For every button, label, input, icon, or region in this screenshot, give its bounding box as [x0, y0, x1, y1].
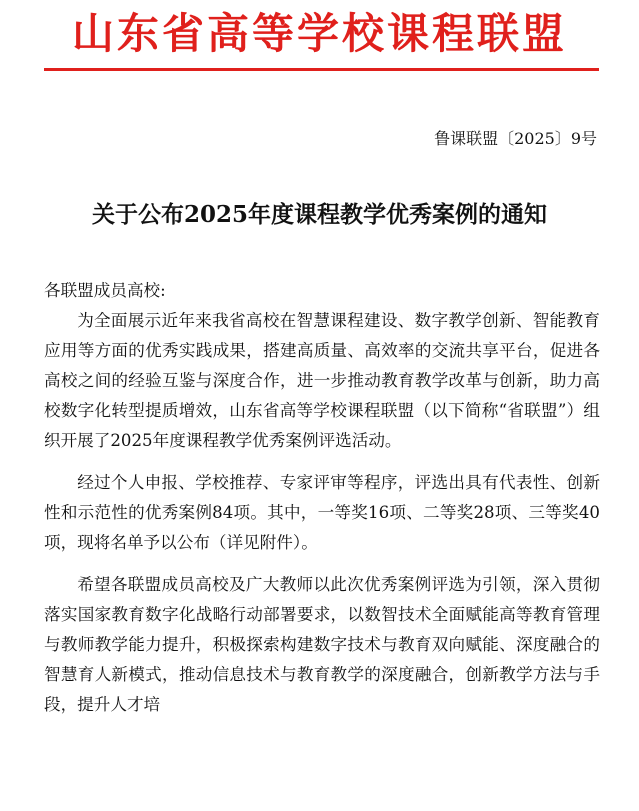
- document-body: [44, 276, 600, 732]
- salutation: 各联盟成员高校:: [44, 281, 166, 300]
- paragraph-3: 希望各联盟成员高校及广大教师以此次优秀案例评选为引领，深入贯彻落实国家教育数字化战略行动部署要求，以数智技术全面赋能高等教育管理与教师教学能力提升，积极探索构建数字技术与教育双向赋能、深度融合的智慧育人新模式，推动信息技术与教育教学的深度融合，创新教学方法与手段，提升人才培: [44, 575, 600, 714]
- document-title: 关于公布2025年度课程教学优秀案例的通知: [91, 201, 547, 228]
- paragraph-1: 为全面展示近年来我省高校在智慧课程建设、数字教学创新、智能教育应用等方面的优秀实践成果，搭建高质量、高效率的交流共享平台，促进各高校之间的经验互鉴与深度合作，进一步推动教育教学改革与创新，助力高校数字化转型提质增效，山东省高等学校课程联盟（以下简称“省联盟”）组织开展了2025年度课程教学优秀案例评选活动。: [44, 311, 600, 450]
- document-number: 鲁课联盟〔2025〕9号: [434, 129, 597, 148]
- red-header-rule: [44, 68, 599, 71]
- paragraph-2: 经过个人申报、学校推荐、专家评审等程序，评选出具有代表性、创新性和示范性的优秀案例84项。其中，一等奖16项、二等奖28项、三等奖40项，现将名单予以公布（详见附件）。: [44, 473, 600, 552]
- org-title: 山东省高等学校课程联盟: [71, 9, 567, 58]
